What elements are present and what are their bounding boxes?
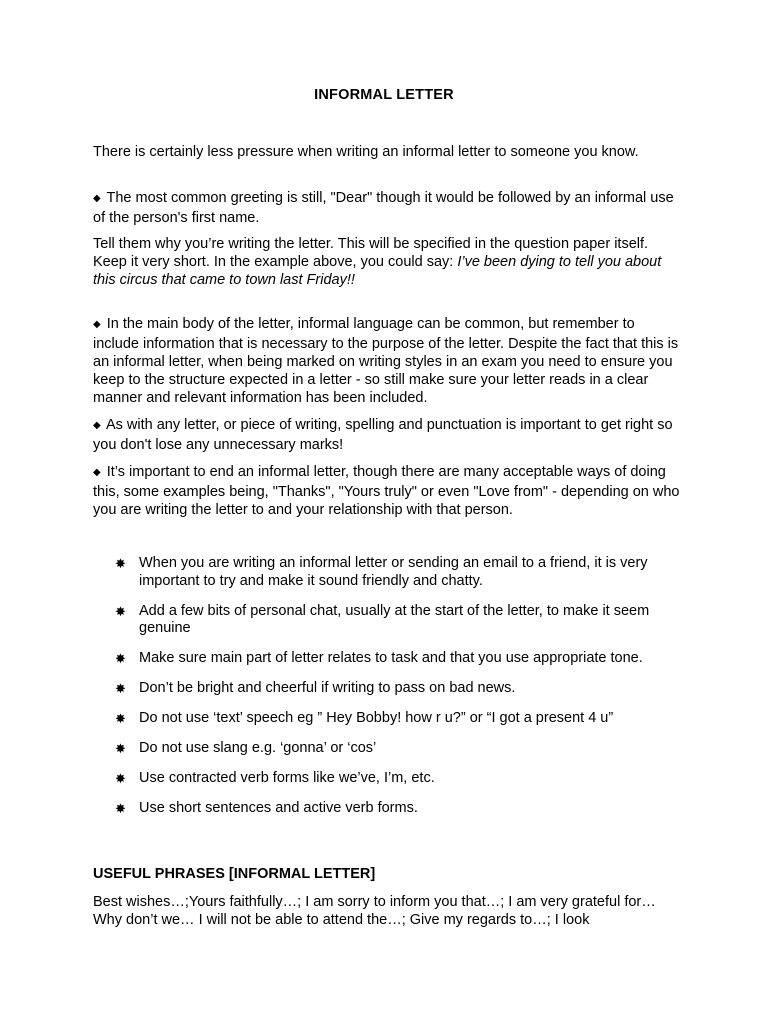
useful-phrases-text: Best wishes…;Yours faithfully…; I am sorry to inform you that…; I am very grateful for… Why don’t we… I will not be able to attend the…; Give my regards to…; I look xyxy=(93,894,656,928)
tip-text: Add a few bits of personal chat, usually at the start of the letter, to make it seem genuine xyxy=(139,602,650,636)
star-bullet-icon: ✸ xyxy=(115,603,126,619)
spelling-text: As with any letter, or piece of writing, spelling and punctuation is important to get right so you don't lose any unnecessary marks! xyxy=(93,417,673,453)
tip-text: Make sure main part of letter relates to task and that you use appropriate tone. xyxy=(139,650,643,666)
tip-text: Don’t be bright and cheerful if writing to pass on bad news. xyxy=(139,680,516,696)
main-body-text: In the main body of the letter, informal language can be common, but remember to include information that is necessary to the purpose of the letter. Despite the fact that this is an informal letter, when being marked on writing styles in an exam you need to ensure you keep to the structure expected in a letter - so still make sure your letter reads in a clear manner and relevant information has been included. xyxy=(93,316,679,406)
diamond-bullet-icon: ◆ xyxy=(93,420,101,431)
spelling-paragraph xyxy=(93,416,683,454)
tip-text: Use short sentences and active verb forms. xyxy=(139,800,418,816)
why-text: Tell them why you’re writing the letter. This will be specified in the question paper itself. Keep it very short. In the example above, you could say: xyxy=(93,236,649,270)
list-item xyxy=(93,555,673,590)
star-bullet-icon: ✸ xyxy=(115,771,126,786)
greeting-paragraph xyxy=(93,189,683,227)
ending-paragraph xyxy=(93,463,683,519)
diamond-bullet-icon: ◆ xyxy=(93,193,101,204)
diamond-bullet-icon: ◆ xyxy=(93,467,101,478)
intro-paragraph: There is certainly less pressure when writing an informal letter to someone you know. xyxy=(93,144,639,160)
tip-text: Do not use ‘text’ speech eg ” Hey Bobby! how r u?” or “I got a present 4 u” xyxy=(139,710,614,726)
list-item xyxy=(93,770,673,788)
main-body-paragraph xyxy=(93,315,683,407)
star-bullet-icon: ✸ xyxy=(115,556,126,571)
tips-list xyxy=(93,555,673,830)
star-bullet-icon: ✸ xyxy=(115,711,126,726)
list-item xyxy=(93,603,673,638)
diamond-bullet-icon: ◆ xyxy=(93,319,101,330)
tip-text: Use contracted verb forms like we’ve, I’m, etc. xyxy=(139,770,435,786)
star-bullet-icon: ✸ xyxy=(115,801,126,816)
tip-text: Do not use slang e.g. ‘gonna’ or ‘cos’ xyxy=(139,740,377,756)
greeting-text: The most common greeting is still, "Dear" though it would be followed by an informal use of the person's first name. xyxy=(93,190,674,226)
why-paragraph xyxy=(93,235,683,289)
useful-phrases-heading: USEFUL PHRASES [INFORMAL LETTER] xyxy=(93,866,376,882)
document-title: INFORMAL LETTER xyxy=(314,87,454,103)
list-item xyxy=(93,800,673,818)
list-item xyxy=(93,650,673,668)
ending-text: It’s important to end an informal letter, though there are many acceptable ways of doing this, some examples being, "Thanks", "Yours truly" or even "Love from" - depending on who you are writing the letter to and your relationship with that person. xyxy=(93,464,680,518)
list-item xyxy=(93,740,673,758)
list-item xyxy=(93,710,673,728)
tip-text: When you are writing an informal letter or sending an email to a friend, it is very important to try and make it sound friendly and chatty. xyxy=(139,555,648,589)
star-bullet-icon: ✸ xyxy=(115,651,126,666)
star-bullet-icon: ✸ xyxy=(115,741,126,756)
star-bullet-icon: ✸ xyxy=(115,681,126,696)
why-example-text: I’ve been dying to tell you about this circus that came to town last Friday!! xyxy=(93,254,662,288)
list-item xyxy=(93,680,673,698)
